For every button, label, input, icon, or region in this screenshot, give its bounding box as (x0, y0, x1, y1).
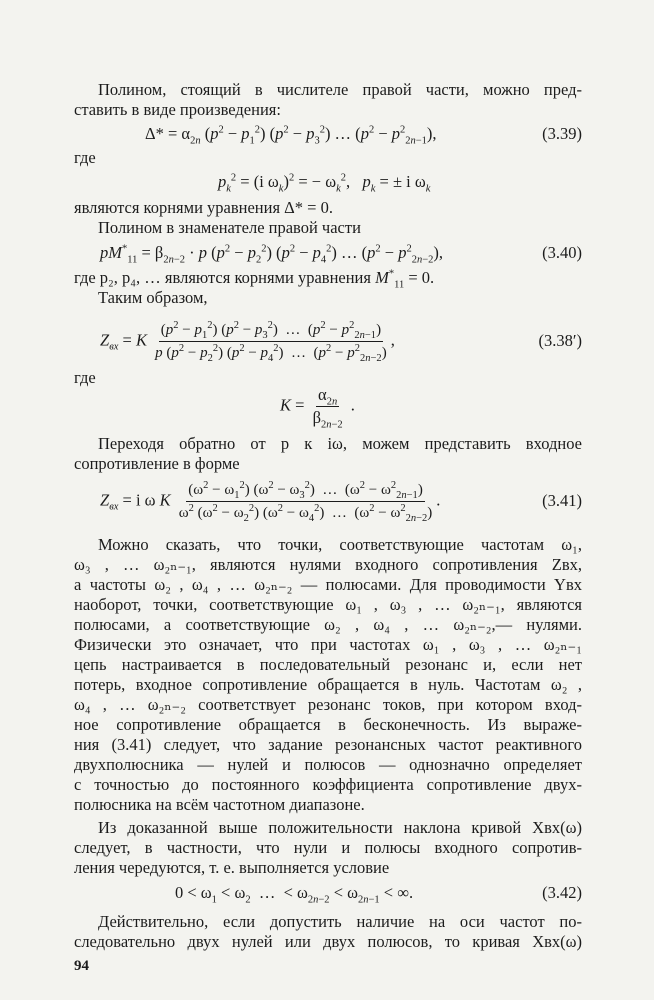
text-line: ω₄ , … ω₂ₙ₋₂ соответствует резонанс токов, при котором вход- (74, 695, 582, 714)
text-line: Переходя обратно от p к iω, можем представить входное (98, 434, 582, 453)
text-line: Полином в знаменателе правой части (98, 218, 361, 237)
text-line: ставить в виде произведения: (74, 100, 281, 119)
text-line: Можно сказать, что точки, соответствующие частотам ω₁, (98, 535, 582, 554)
equation-3-42: $0 < \omega_1 < \omega_2$ … < $\omega_{2n-2} < \omega_{2n-1}$ < ∞. (175, 883, 414, 906)
equation-number: (3.41) (542, 491, 582, 510)
text-segment: где p₂, p₄, … являются корнями уравнения (74, 268, 371, 287)
text-line: ное сопротивление обращается в бесконечность. Из выраже- (74, 715, 582, 734)
text-line: полюсника на всём частотном диапазоне. (74, 795, 365, 814)
text-line: следовательно двух нулей или двух полюсов, то кривая Xвх(ω) (74, 932, 582, 951)
text-line: ления чередуются, т. е. выполняется условие (74, 858, 390, 877)
fraction: $\frac{(p^2 - p_1^2) (p^2 - p_3^2) \dots (p^2 - p^2_{2n-1})}{p (p^2 - p_2^2) (p^2 - p_4^2) \dots (p^2 - p^2_{2n-2})}$ (155, 320, 387, 364)
fraction: $\frac{\alpha_{2n}}{\beta_{2n-2}}$ (312, 385, 343, 431)
page-number: 94 (74, 958, 89, 974)
text-line: ω₃ , … ω₂ₙ₋₁, являются нулями входного сопротивления Zвх, (74, 555, 582, 574)
text-line: Физически это означает, что при частотах ω₁ , ω₃ , … ω₂ₙ₋₁ (74, 635, 582, 654)
text-line: полюсами, а соответствующие ω₂ , ω₄ , … ω₂ₙ₋₂,— нулями. (74, 615, 582, 634)
text-line: с точностью до постоянного коэффициента сопротивление двух- (74, 775, 582, 794)
equation-number: (3.40) (542, 243, 582, 262)
text-line: двухполюсника — нулей и полюсов — однозначно определяет (74, 755, 582, 774)
equation-K: K = $\frac{\alpha_{2n}}{\beta_{2n-2}}$ . (280, 385, 355, 431)
text-line: сопротивление в форме (74, 454, 240, 473)
text-line: Таким образом, (98, 288, 208, 307)
text-line: цепь настраивается в последовательный резонанс и, если нет (74, 655, 582, 674)
text-line: где (74, 148, 96, 167)
equation-number: (3.39) (542, 124, 582, 143)
text-line: наоборот, точки, соответствующие ω₁ , ω₃ , … ω₂ₙ₋₁, являются (74, 595, 582, 614)
text-line: следует, в частности, что нули и полюсы входного сопротив- (74, 838, 582, 857)
text-line: Действительно, если допустить наличие на оси частот по- (98, 912, 582, 931)
text-line: ния (3.41) следует, что задание резонансных частот реактивного (74, 735, 582, 754)
fraction: $\frac{(\omega^2 - \omega_1^2) (\omega^2 - \omega_3^2) \dots (\omega^2 - \omega^2_{2n-1})}{\omega^2 (\omega^2 - \omega_2^2) (\omega^2 - \omega_4^2) \dots (\omega^2 - \omega^2_{2n-2})}$ (178, 480, 433, 524)
equation-roots: $p_k^2 = (i$ $\omega_k)^2$ = − $\omega_k^2$, $p_k$ = ± i $\omega_k$ (218, 172, 431, 195)
equation-3-40: $pM^*_{11} = \beta_{2n-2} \cdot p$ $(p^2 - p_2^2) (p^2 - p_4^2)$ … $(p^2 - p^2_{2n-2})$, (100, 243, 443, 266)
text-line: Из доказанной выше положительности наклона кривой Xвх(ω) (98, 818, 582, 837)
text-line: где p₂, p₄, … являются корнями уравнения $M^*_{11} = 0$. (74, 268, 435, 291)
text-line: Полином, стоящий в числителе правой части, можно пред- (98, 80, 582, 99)
equation-number: (3.38′) (538, 331, 582, 350)
text-line: где (74, 368, 96, 387)
text-line: потерь, входное сопротивление обращается в нуль. Частотам ω₂ , (74, 675, 582, 694)
text-line: являются корнями уравнения Δ* = 0. (74, 198, 333, 217)
equation-3-41: $Z_{вх} = i$ ω K $\frac{(\omega^2 - \omega_1^2) (\omega^2 - \omega_3^2) \dots (\omega^2 - \omega^2_{2n-1})}{\omega^2 (\omega^2 - \omega_2^2) (\omega^2 - \omega_4^2) \dots (\omega^2 - \omega^2_{2n-2})}$ . (100, 480, 441, 524)
equation-number: (3.42) (542, 883, 582, 902)
equation-3-39: $\Delta* = \alpha_{2n}$ $(p^2 - p_1^2) (p^2 - p_3^2)$ … $(p^2 - p^2_{2n-1})$, (145, 124, 437, 147)
equation-3-38-prime: $Z_{вх} = K$ $\frac{(p^2 - p_1^2) (p^2 - p_3^2) \dots (p^2 - p^2_{2n-1})}{p (p^2 - p_2^2) (p^2 - p_4^2) \dots (p^2 - p^2_{2n-2})}$ , (100, 320, 395, 364)
text-line: а частоты ω₂ , ω₄ , … ω₂ₙ₋₂ — полюсами. Для проводимости Yвх (74, 575, 582, 594)
